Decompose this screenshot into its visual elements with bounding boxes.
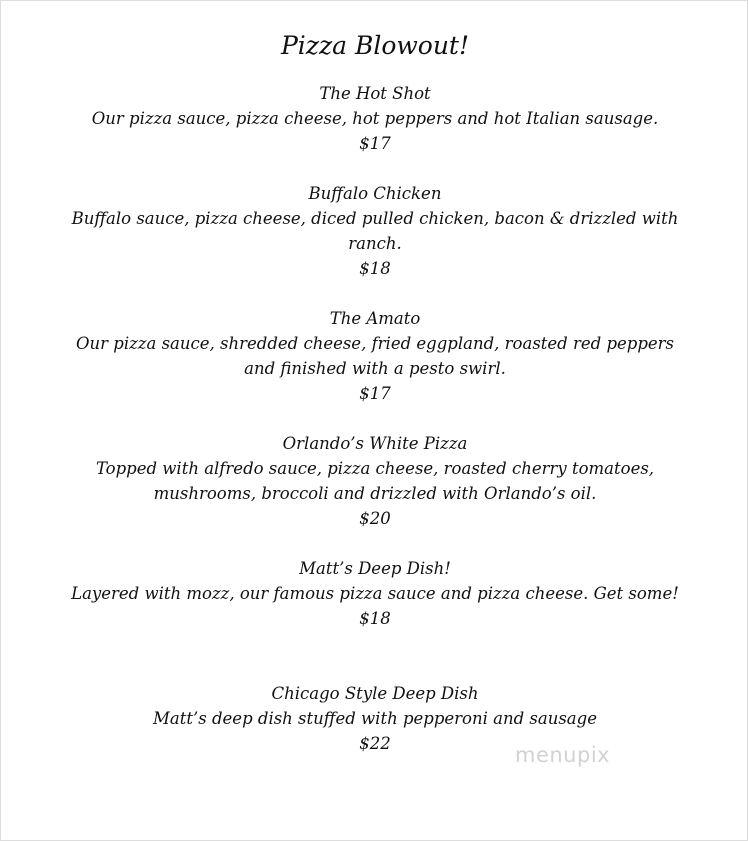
menu-item-orlandos-white-pizza [71,431,679,531]
menu-title: Pizza Blowout! [280,31,470,60]
menu-item-name: Matt’s Deep Dish! [299,559,451,578]
menu-item-price: $18 [359,259,391,278]
menu-item-price: $22 [359,734,391,753]
menu-item-description: Matt’s deep dish stuffed with pepperoni and sausage [153,709,597,728]
menu-item-buffalo-chicken [71,181,679,281]
menu-item-name: The Hot Shot [319,84,431,103]
menu-item-name: The Amato [329,309,421,328]
menu-item-description: Our pizza sauce, shredded cheese, fried eggpland, roasted red peppers and finished with a pesto swirl. [75,334,675,378]
menu-item-name: Orlando’s White Pizza [282,434,468,453]
menupix-watermark: menupix [515,743,611,767]
menu-item-name: Buffalo Chicken [308,184,442,203]
menu-item-amato [71,306,679,406]
menu-item-price: $18 [359,609,391,628]
menu-item-price: $17 [359,384,391,403]
menu-item-description: Topped with alfredo sauce, pizza cheese, roasted cherry tomatoes, mushrooms, broccoli and drizzled with Orlando’s oil. [95,459,655,503]
menu-item-name: Chicago Style Deep Dish [271,684,479,703]
menu-item-price: $20 [359,509,391,528]
menu-item-matts-deep-dish [71,556,679,631]
menu-item-description: Our pizza sauce, pizza cheese, hot peppers and hot Italian sausage. [91,109,659,128]
menu-item-description: Buffalo sauce, pizza cheese, diced pulled chicken, bacon & drizzled with ranch. [71,209,679,253]
menu-item-hot-shot [71,81,679,156]
menu-item-description: Layered with mozz, our famous pizza sauce and pizza cheese. Get some! [71,584,679,603]
menu-item-price: $17 [359,134,391,153]
